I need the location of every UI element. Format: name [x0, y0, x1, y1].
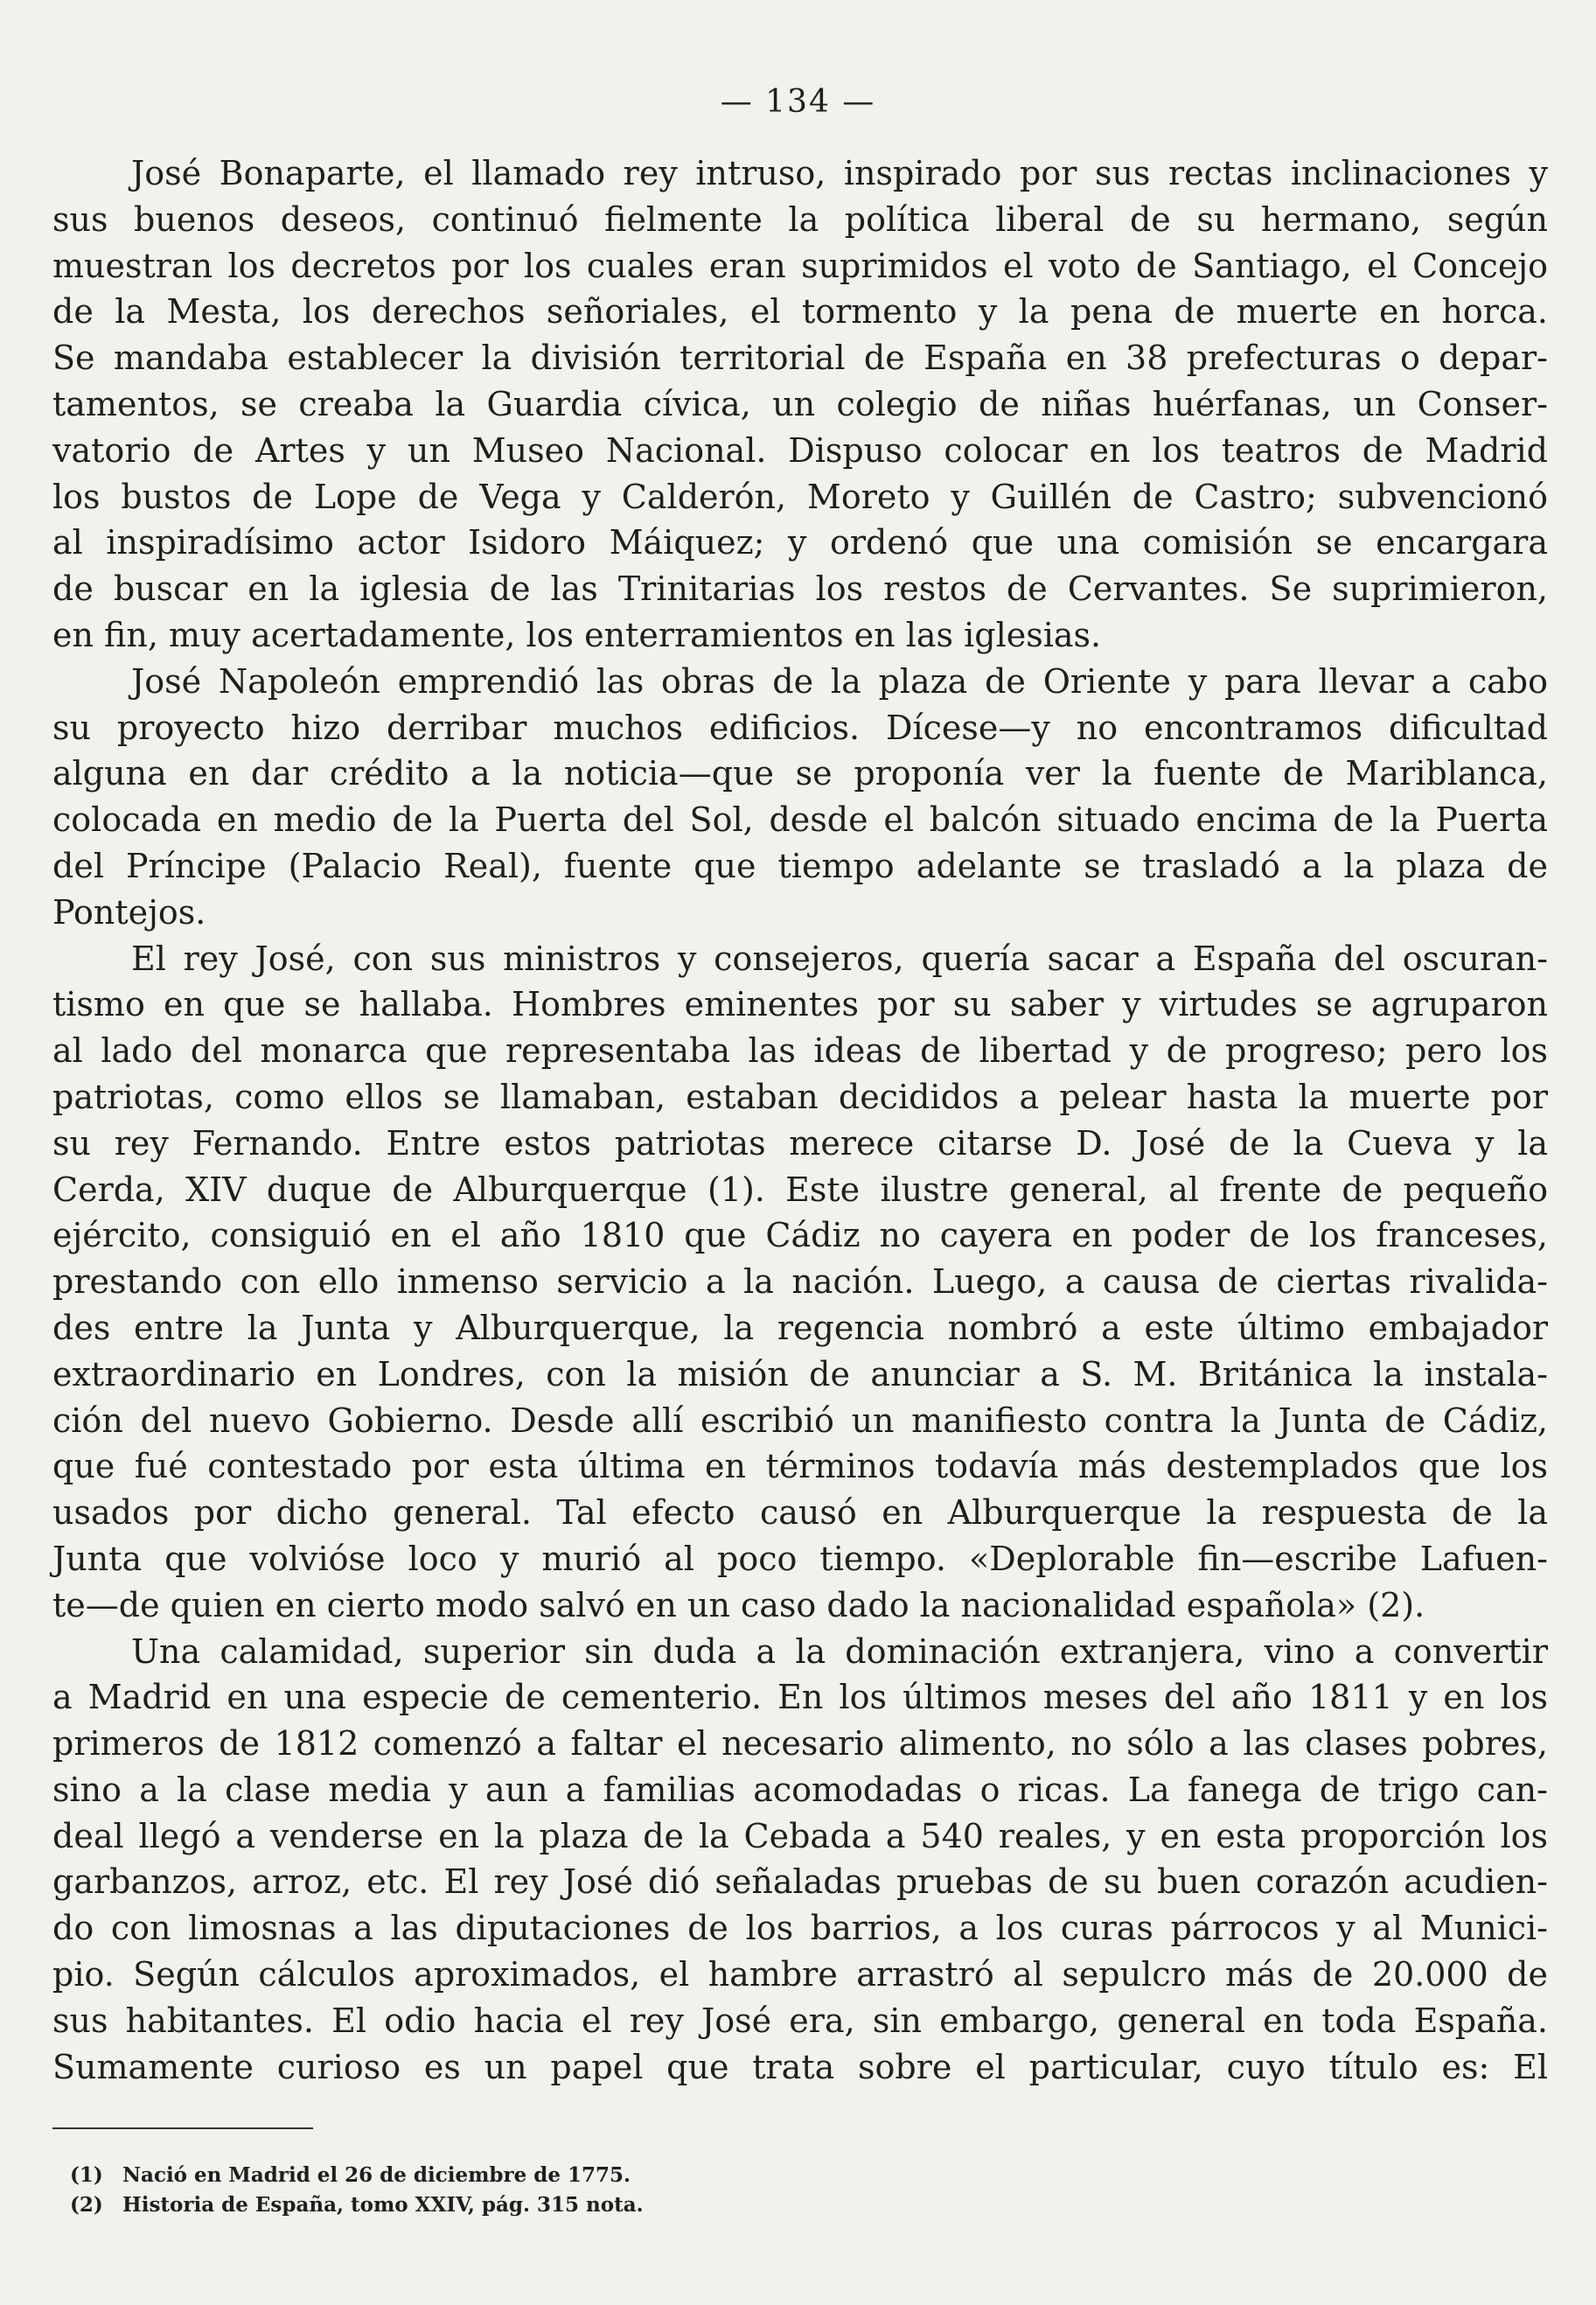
footnote-text: Historia de España, tomo XXIV, pág. 315 nota. — [122, 2193, 644, 2217]
text-line: prestando con ello inmenso servicio a la nación. Luego, a causa de ciertas rivalida- — [52, 1262, 1548, 1302]
text-line: colocada en medio de la Puerta del Sol, desde el balcón situado encima de la Puerta — [52, 800, 1548, 840]
text-line: do con limosnas a las diputaciones de los barrios, a los curas párrocos y al Munici- — [52, 1909, 1548, 1948]
body-text — [52, 150, 1548, 2090]
text-line: ción del nuevo Gobierno. Desde allí escribió un manifiesto contra la Junta de Cádiz, — [52, 1400, 1548, 1440]
text-line: los bustos de Lope de Vega y Calderón, Moreto y Guillén de Castro; subvencionó — [52, 477, 1548, 516]
text-line: tamentos, se creaba la Guardia cívica, un colegio de niñas huérfanas, un Conser- — [52, 384, 1548, 423]
text-line: sus habitantes. El odio hacia el rey José era, sin embargo, general en toda España. — [52, 2001, 1548, 2040]
footnotes — [70, 2161, 1294, 2220]
paragraph — [52, 1629, 1548, 2091]
text-line: tismo en que se hallaba. Hombres eminentes por su saber y virtudes se agruparon — [52, 985, 1548, 1024]
text-line: al inspiradísimo actor Isidoro Máiquez; y ordenó que una comisión se encargara — [52, 523, 1548, 562]
text-line: deal llegó a venderse en la plaza de la Cebada a 540 reales, y en esta proporción los — [52, 1816, 1548, 1855]
text-line: Pontejos. — [52, 892, 206, 932]
page-number: — 134 — — [720, 84, 876, 120]
footnote-number: (2) — [70, 2193, 103, 2217]
text-line: des entre la Junta y Alburquerque, la regencia nombró a este último embajador — [52, 1308, 1548, 1347]
text-line: Sumamente curioso es un papel que trata sobre el particular, cuyo título es: El — [52, 2047, 1548, 2086]
text-line: Se mandaba establecer la división territorial de España en 38 prefecturas o depar- — [52, 339, 1548, 378]
paragraph — [52, 150, 1548, 659]
text-line: su proyecto hizo derribar muchos edificios. Dícese—y no encontramos dificultad — [52, 708, 1548, 747]
text-line: de buscar en la iglesia de las Trinitarias los restos de Cervantes. Se suprimieron, — [52, 569, 1548, 609]
footnote-number: (1) — [70, 2163, 103, 2187]
text-line: vatorio de Artes y un Museo Nacional. Dispuso colocar en los teatros de Madrid — [52, 430, 1548, 470]
footnote-divider — [52, 2127, 313, 2129]
text-line: Cerda, XIV duque de Alburquerque (1). Este ilustre general, al frente de pequeño — [52, 1170, 1548, 1209]
text-line: Junta que volvióse loco y murió al poco tiempo. «Deplorable fin—escribe Lafuen- — [52, 1539, 1548, 1578]
text-line: ejército, consiguió en el año 1810 que Cádiz no cayera en poder de los franceses, — [52, 1216, 1548, 1255]
text-line: que fué contestado por esta última en términos todavía más destemplados que los — [52, 1447, 1548, 1486]
text-line: El rey José, con sus ministros y consejeros, quería sacar a España del oscuran- — [131, 939, 1548, 978]
text-line: del Príncipe (Palacio Real), fuente que tiempo adelante se trasladó a la plaza de — [52, 846, 1548, 885]
text-line: patriotas, como ellos se llamaban, estaban decididos a pelear hasta la muerte por — [52, 1077, 1548, 1116]
text-line: Una calamidad, superior sin duda a la dominación extranjera, vino a convertir — [131, 1631, 1548, 1671]
text-line: en fin, muy acertadamente, los enterramientos en las iglesias. — [52, 615, 1102, 654]
footnote — [70, 2190, 1294, 2220]
text-line: alguna en dar crédito a la noticia—que se proponía ver la fuente de Mariblanca, — [52, 754, 1548, 793]
footnote-text: Nació en Madrid el 26 de diciembre de 1775. — [122, 2163, 631, 2187]
paragraph — [52, 659, 1548, 936]
text-line: José Bonaparte, el llamado rey intruso, inspirado por sus rectas inclinaciones y — [131, 154, 1548, 192]
text-line: de la Mesta, los derechos señoriales, el tormento y la pena de muerte en horca. — [52, 292, 1548, 332]
text-line: muestran los decretos por los cuales eran suprimidos el voto de Santiago, el Concejo — [52, 246, 1548, 285]
footnote — [70, 2161, 1294, 2190]
text-line: usados por dicho general. Tal efecto causó en Alburquerque la respuesta de la — [52, 1493, 1548, 1533]
text-line: su rey Fernando. Entre estos patriotas merece citarse D. José de la Cueva y la — [52, 1123, 1548, 1163]
text-line: al lado del monarca que representaba las ideas de libertad y de progreso; pero los — [52, 1031, 1548, 1071]
text-line: sino a la clase media y aun a familias acomodadas o ricas. La fanega de trigo can- — [52, 1770, 1548, 1809]
text-line: José Napoleón emprendió las obras de la plaza de Oriente y para llevar a cabo — [131, 661, 1548, 701]
text-line: garbanzos, arroz, etc. El rey José dió señaladas pruebas de su buen corazón acudien- — [52, 1862, 1548, 1902]
text-line: primeros de 1812 comenzó a faltar el necesario alimento, no sólo a las clases pobres, — [52, 1724, 1548, 1764]
text-line: te—de quien en cierto modo salvó en un caso dado la nacionalidad española» (2). — [52, 1585, 1425, 1624]
text-line: a Madrid en una especie de cementerio. En los últimos meses del año 1811 y en los — [52, 1678, 1548, 1717]
text-line: extraordinario en Londres, con la misión de anunciar a S. M. Británica la instala- — [52, 1354, 1548, 1393]
text-line: pio. Según cálculos aproximados, el hambre arrastró al sepulcro más de 20.000 de — [52, 1955, 1548, 1994]
text-line: sus buenos deseos, continuó fielmente la política liberal de su hermano, según — [52, 199, 1548, 239]
paragraph — [52, 936, 1548, 1629]
